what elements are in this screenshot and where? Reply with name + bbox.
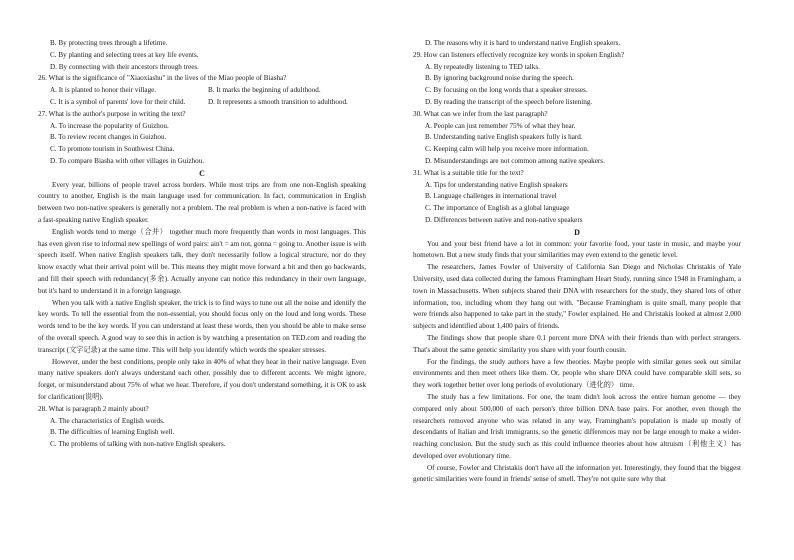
prev-option-b: B. By protecting trees through a lifetime. <box>50 39 168 47</box>
q28-option-c: C. The problems of talking with non-native English speakers. <box>50 440 226 449</box>
q31-option-c: C. The importance of English as a global language <box>425 204 570 213</box>
section-heading-c: C <box>199 168 205 178</box>
question-26-options-ab <box>38 85 366 97</box>
q27-option-a: A. To increase the popularity of Guizhou. <box>50 121 169 130</box>
q27-option-b: B. To review recent changes in Guizhou. <box>50 133 167 142</box>
q31-option-a: A. Tips for understanding native English speakers <box>425 180 568 189</box>
q29-option-b: B. By ignoring background noise during the speech. <box>425 74 574 83</box>
q30-option-d: D. Misunderstandings are not common among native speakers. <box>425 156 605 165</box>
q28-option-b: B. The difficulties of learning English well. <box>50 428 175 437</box>
q26-option-d: D. It represents a smooth transition to adulthood. <box>208 97 348 106</box>
q27-option-c: C. To promote tourism in Southwest China. <box>50 145 175 154</box>
q26-option-b: B. It marks the beginning of adulthood. <box>208 86 321 95</box>
passage-c-paragraph-2: English words tend to merge（合并） together much more frequently than words in most languages. This has even given rise to informal new spellings of word pairs: ain't = am not, gonna = going to. Another issue is with speech itself. When native English speakers talk, they don't necessarily follow a logical structure, nor do they know exactly what their arrival point will be. This means they might move forward a bit and then go backwards, and fill their speech with redundancy(多余). Actually anyone can notice this redundancy in their own language, but it's hard to understand it in a foreign language. <box>38 227 366 295</box>
question-31: 31. What is a suitable title for the text? <box>413 168 524 177</box>
prev-option-d: D. By connecting with their ancestors through trees. <box>50 62 199 71</box>
q28-option-d: D. The reasons why it is hard to understand native English speakers. <box>425 39 621 47</box>
q29-option-d: D. By reading the transcript of the speech before listening. <box>425 97 593 106</box>
passage-d-paragraph-3: The findings show that people share 0.1 percent more DNA with their friends than with perfect strangers. That's about the same genetic similarity you share with your fourth cousin. <box>413 333 741 354</box>
passage-d-paragraph-5: The study has a few limitations. For one, the team didn't look across the entire human genome — they compared only about 500,000 of each person's three billion DNA base pairs. For another, even though the researchers removed anyone who was related in any way, Framingham's population is made up mostly of descendants of Italian and Irish immigrants, so the genetic differences may not be large enough to make a wider-reaching conclusion. But the study such as this could influence theories about how altruism（利他主义）has developed over evolutionary time. <box>413 392 741 460</box>
q30-option-a: A. People can just remember 75% of what they hear. <box>425 121 576 130</box>
q30-option-b: B. Understanding native English speakers fully is hard. <box>425 133 583 142</box>
q31-option-b: B. Language challenges in international travel <box>425 192 557 201</box>
right-column <box>413 38 741 486</box>
passage-c-paragraph-4: However, under the best conditions, people only take in 40% of what they hear in their native language. Even many native speakers don't always understand each other, possibly due to different accents. We might ignore, forget, or misunderstand about 75% of what we hear. Therefore, if you don't understand something, it is OK to ask for clarification(说明). <box>38 357 366 401</box>
q30-option-c: C. Keeping calm will help you receive more information. <box>425 145 589 154</box>
q29-option-c: C. By focusing on the long words that a speaker stresses. <box>425 86 588 95</box>
passage-d-paragraph-6: Of course, Fowler and Christakis don't have all the information yet. Interestingly, they found that the biggest genetic similarities were found in friends' sense of smell. They're not quite sure why that <box>413 463 741 484</box>
section-heading-d: D <box>574 227 580 237</box>
passage-d-paragraph-1: You and your best friend have a lot in common: your favorite food, your taste in music, and maybe your hometown. But a new study finds that your similarities may even extend to the genetic level. <box>413 239 741 260</box>
q26-option-c: C. It is a symbol of parents' love for their child. <box>50 97 186 106</box>
q26-option-a: A. It is planted to honor their village. <box>50 86 157 95</box>
q27-option-d: D. To compare Biasha with other villages in Guizhou. <box>50 156 205 165</box>
passage-c-paragraph-1: Every year, billions of people travel across borders. While most trips are from one non-English speaking country to another, English is the main language used for communication. In fact, communication in English between two non-native speakers is generally not a problem. The real problem is when a non-native is faced with a fast-speaking native English speaker. <box>38 180 366 224</box>
passage-c-paragraph-3: When you talk with a native English speaker, the trick is to find ways to tune out all the noise and identify the key words. To tell the essential from the non-essential, you should focus only on the loud and long words. These words tend to be the key words. If you can understand at least these words, then you should be able to make sense of the overall speech. A good way to see this in action is by watching a presentation on TED.com and reading the transcript (文字记录) at the same time. This will help you identify which words the speaker stresses. <box>38 298 366 354</box>
q29-option-a: A. By repeatedly listening to TED talks. <box>425 62 540 71</box>
question-26: 26. What is the significance of "Xiaoxiashu" in the lives of the Miao people of Biasha? <box>38 74 287 83</box>
passage-d-paragraph-4: For the findings, the study authors have a few theories. Maybe people with similar genes seek out similar environments and then meet others like them. Or, people who share DNA could have comparable skill sets, so they work together better over long periods of evolutionary（进化的） time. <box>413 357 741 390</box>
question-27: 27. What is the author's purpose in writing the text? <box>38 109 186 118</box>
left-column <box>38 38 366 451</box>
q28-option-a: A. The characteristics of English words. <box>50 416 165 425</box>
prev-option-c: C. By planting and selecting trees at key life events. <box>50 50 199 59</box>
q31-option-d: D. Differences between native and non-native speakers <box>425 215 583 224</box>
question-30: 30. What can we infer from the last paragraph? <box>413 109 548 118</box>
question-28: 28. What is paragraph 2 mainly about? <box>38 404 149 413</box>
question-29: 29. How can listeners effectively recognize key words in spoken English? <box>413 50 625 59</box>
question-26-options-cd <box>38 97 366 109</box>
passage-d-paragraph-2: The researchers, James Fowler of University of California San Diego and Nicholas Christakis of Yale University, used data collected during the famous Framingham Heart Study, running since 1948 in Framingham, a town in Massachusetts. When subjects shared their DNA with researchers for the study, they shared lots of other information, too, including whom they hang out with. "Because Framingham is quite small, many people that were friends also happened to take part in the study," Fowler explained. He and Christakis looked at almost 2,000 subjects and identified about 1,400 pairs of friends. <box>413 263 741 331</box>
